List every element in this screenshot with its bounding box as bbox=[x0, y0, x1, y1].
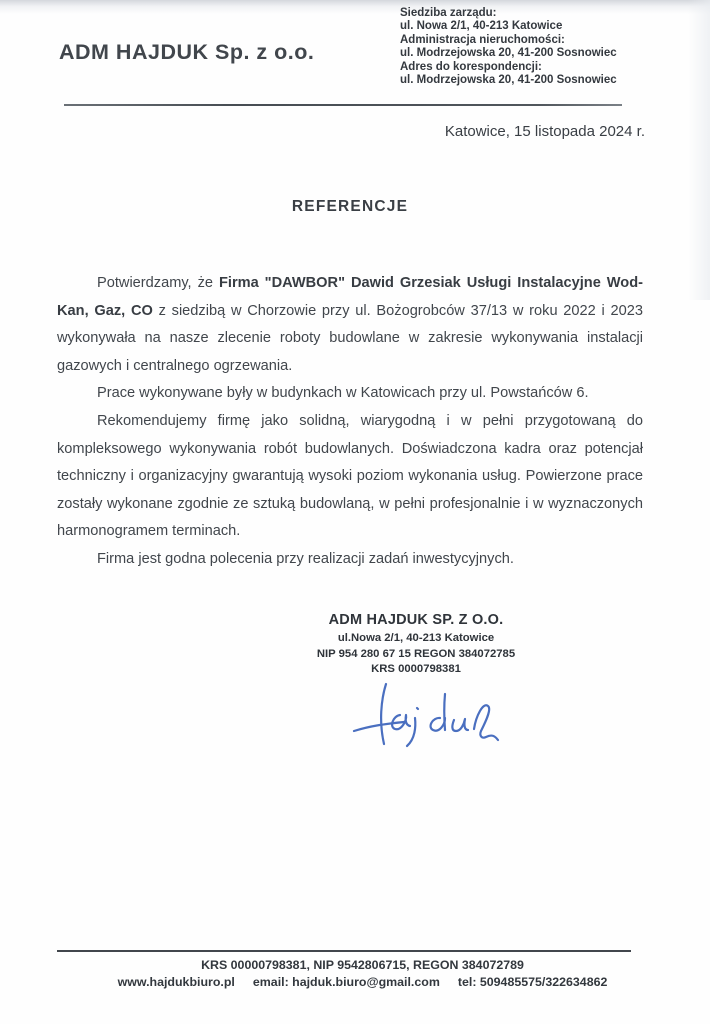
paragraph-1-lead: Potwierdzamy, że bbox=[97, 275, 219, 291]
footer-phone: tel: 509485575/322634862 bbox=[457, 975, 608, 989]
paragraph-1-rest: z siedzibą w Chorzowie przy ul. Bożogrobców 37/13 w roku 2022 i 2023 wykonywała na nasze zlecenie roboty budowlane w zakresie wykonywania instalacji gazowych i centralnego ogrzewania. bbox=[57, 302, 643, 374]
paragraph-3: Rekomendujemy firmę jako solidną, wiarygodną i w pełni przygotowaną do kompleksowego wykonywania robót budowlanych. Doświadczona kadra oraz potencjał techniczny i organizacyjny gwarantują wysoki poziom wykonania usług. Powierzone prace zostały wykonane zgodnie ze sztuką budowlaną, w pełni profesjonalnie i w wyznaczonych harmonogramem terminach. bbox=[57, 412, 643, 540]
stamp-krs: KRS 0000798381 bbox=[371, 663, 461, 675]
address-line: Administracja nieruchomości: bbox=[400, 33, 565, 46]
company-stamp bbox=[303, 612, 529, 678]
footer bbox=[40, 957, 685, 991]
paragraph-4: Firma jest godna polecenia przy realizacji zadań inwestycyjnych. bbox=[97, 550, 514, 567]
stamp-company-name: ADM HAJDUK SP. Z O.O. bbox=[328, 612, 504, 628]
address-line: ul. Modrzejowska 20, 41-200 Sosnowiec bbox=[400, 47, 617, 60]
letterhead-divider bbox=[64, 104, 622, 106]
dateline: Katowice, 15 listopada 2024 r. bbox=[444, 123, 645, 140]
paragraph-1 bbox=[57, 270, 643, 380]
stamp-address: ul.Nowa 2/1, 40-213 Katowice bbox=[337, 632, 495, 644]
address-line: Siedziba zarządu: bbox=[400, 7, 497, 19]
footer-contact-line bbox=[40, 974, 685, 991]
letterhead-address-block bbox=[400, 7, 617, 87]
scan-edge-shadow-right bbox=[688, 0, 710, 300]
footer-website: www.hajdukbiuro.pl bbox=[117, 975, 235, 989]
footer-email: email: hajduk.biuro@gmail.com bbox=[252, 975, 440, 989]
address-line: Adres do korespondencji: bbox=[400, 60, 542, 73]
stamp-nip-regon: NIP 954 280 67 15 REGON 384072785 bbox=[316, 647, 516, 660]
handwritten-signature bbox=[348, 678, 508, 758]
address-line: ul. Modrzejowska 20, 41-200 Sosnowiec bbox=[400, 74, 617, 87]
company-logo-text: ADM HAJDUK Sp. z o.o. bbox=[59, 40, 315, 64]
footer-divider bbox=[57, 950, 631, 952]
address-line: ul. Nowa 2/1, 40-213 Katowice bbox=[400, 20, 563, 33]
signature-ink bbox=[348, 678, 508, 753]
letter-body bbox=[57, 270, 643, 574]
footer-registry-line: KRS 00000798381, NIP 9542806715, REGON 384072789 bbox=[201, 958, 524, 972]
paragraph-1-company-bold: Firma "DAWBOR" Dawid Grzesiak Usługi Instalacyjne Wod-Kan, Gaz, CO bbox=[57, 275, 643, 319]
paragraph-2: Prace wykonywane były w budynkach w Katowicach przy ul. Powstańców 6. bbox=[97, 385, 589, 402]
document-title: REFERENCJE bbox=[291, 198, 409, 215]
